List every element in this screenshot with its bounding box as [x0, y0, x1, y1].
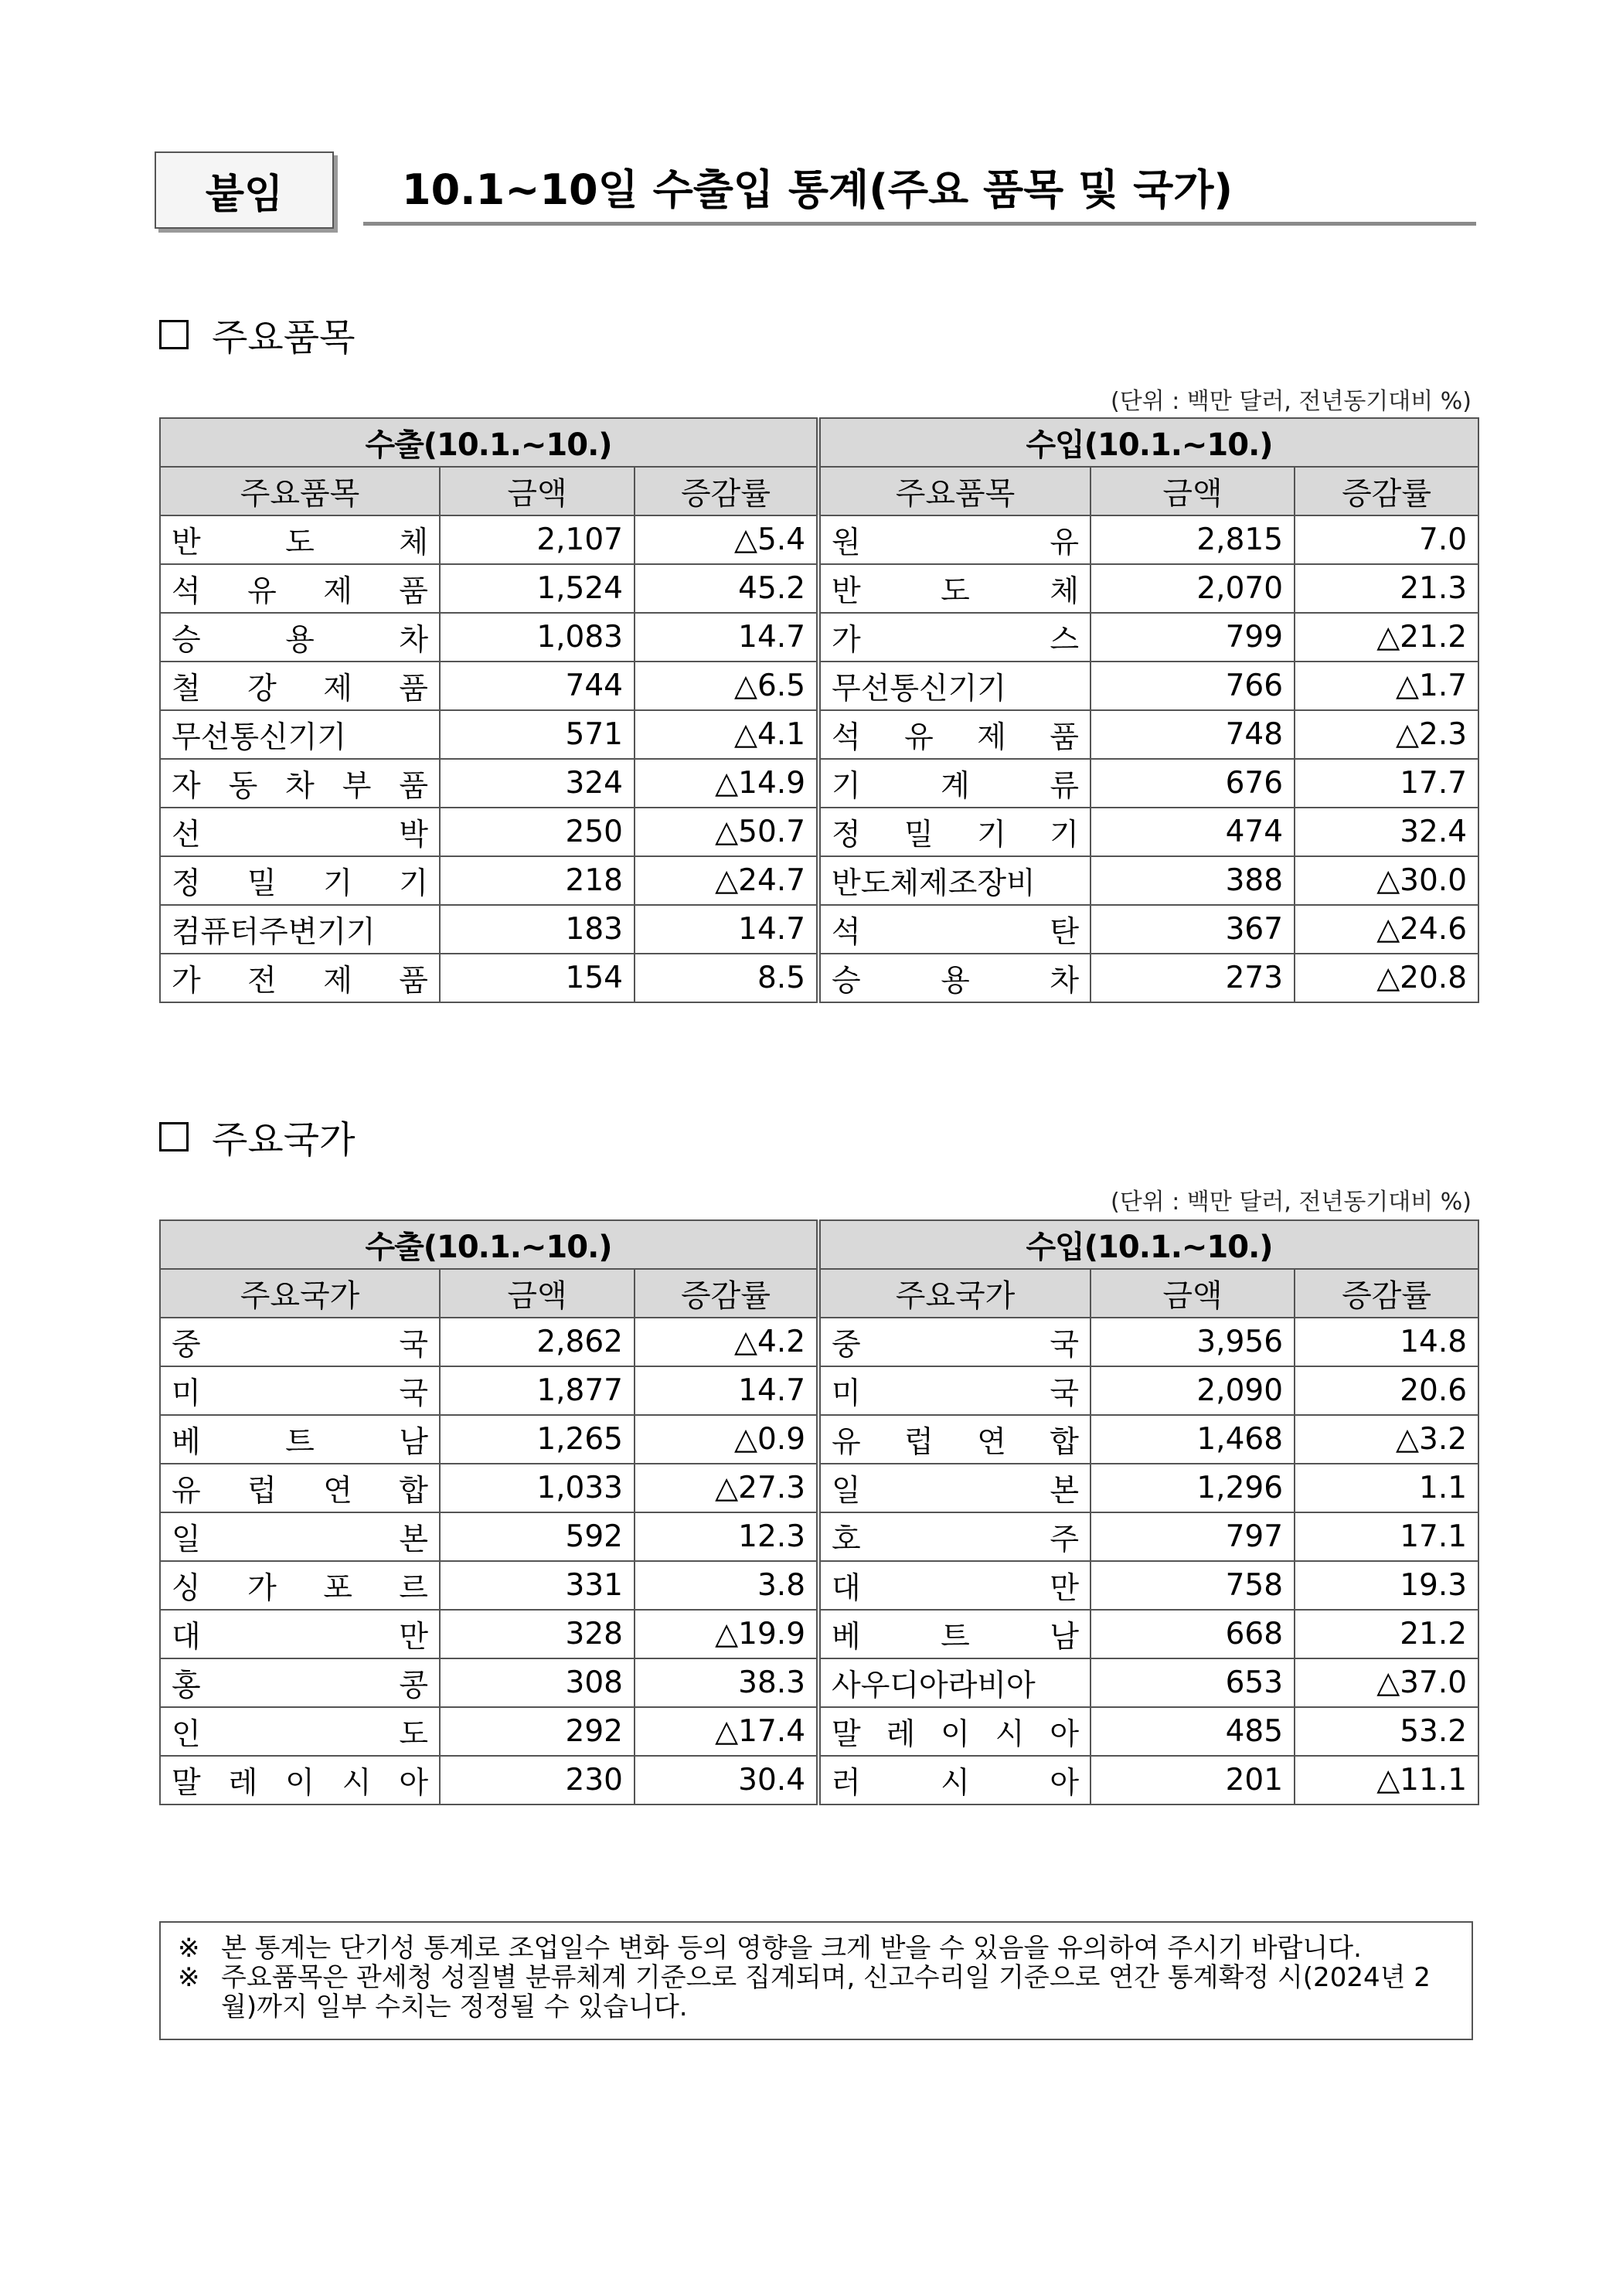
- countries-table: [159, 1219, 1479, 1805]
- export-rate: △27.3: [635, 1464, 818, 1512]
- import-name: 사우디아라비아: [832, 1668, 1036, 1703]
- items-import-col-amount: 금액: [1091, 467, 1295, 515]
- export-name-cell: [160, 515, 440, 564]
- export-name-cell: [160, 710, 440, 759]
- countries-import-col-amount: 금액: [1091, 1269, 1295, 1318]
- import-name: 호 주: [832, 1522, 1080, 1557]
- import-name: 가 스: [832, 622, 1080, 658]
- import-amount: 766: [1091, 662, 1295, 710]
- import-name-cell: [818, 515, 1091, 564]
- table-row: [160, 1366, 1478, 1415]
- export-rate: △24.7: [635, 856, 818, 905]
- items-table-body: [160, 515, 1478, 1002]
- export-name: 일 본: [172, 1522, 428, 1557]
- import-name-cell: [818, 564, 1091, 613]
- import-name: 러 시 아: [832, 1765, 1080, 1801]
- export-amount: 250: [440, 808, 635, 856]
- table-row: [160, 1415, 1478, 1464]
- import-name-cell: [818, 808, 1091, 856]
- export-rate: △50.7: [635, 808, 818, 856]
- import-rate: 21.2: [1295, 1610, 1478, 1658]
- export-amount: 183: [440, 905, 635, 954]
- import-name-cell: [818, 856, 1091, 905]
- export-amount: 308: [440, 1658, 635, 1707]
- export-rate: 14.7: [635, 905, 818, 954]
- export-rate: △4.1: [635, 710, 818, 759]
- table-row: [160, 613, 1478, 662]
- import-name-cell: [818, 1464, 1091, 1512]
- countries-import-title: 수입(10.1.~10.): [818, 1220, 1478, 1269]
- note-item: [178, 1963, 1455, 2022]
- import-name: 유 럽 연 합: [832, 1424, 1079, 1460]
- items-import-col-name: 주요품목: [818, 467, 1091, 515]
- import-rate: △3.2: [1295, 1415, 1478, 1464]
- countries-heading-text: 주요국가: [212, 1118, 356, 1162]
- countries-export-col-amount: 금액: [440, 1269, 635, 1318]
- table-row: [160, 808, 1478, 856]
- items-export-col-amount: 금액: [440, 467, 635, 515]
- items-import-title: 수입(10.1.~10.): [818, 418, 1478, 467]
- export-name-cell: [160, 1610, 440, 1658]
- import-name: 원 유: [832, 525, 1080, 560]
- export-name-cell: [160, 856, 440, 905]
- items-export-col-name: 주요품목: [160, 467, 440, 515]
- import-name-cell: [818, 613, 1091, 662]
- export-name-cell: [160, 1464, 440, 1512]
- import-name: 석 탄: [832, 914, 1080, 950]
- export-rate: 14.7: [635, 613, 818, 662]
- countries-import-col-rate: 증감률: [1295, 1269, 1478, 1318]
- table-row: [160, 1318, 1478, 1366]
- export-amount: 1,265: [440, 1415, 635, 1464]
- items-import-col-rate: 증감률: [1295, 467, 1478, 515]
- export-name: 자 동 차 부 품: [172, 768, 428, 804]
- export-amount: 592: [440, 1512, 635, 1561]
- import-amount: 799: [1091, 613, 1295, 662]
- export-rate: 38.3: [635, 1658, 818, 1707]
- table-row: [160, 759, 1478, 808]
- countries-section-heading: [159, 1110, 355, 1163]
- import-rate: △2.3: [1295, 710, 1478, 759]
- import-name-cell: [818, 1658, 1091, 1707]
- export-name: 반 도 체: [172, 525, 428, 560]
- table-row: [160, 515, 1478, 564]
- export-name: 홍 콩: [172, 1668, 428, 1703]
- import-rate: 53.2: [1295, 1707, 1478, 1756]
- export-rate: △0.9: [635, 1415, 818, 1464]
- export-name-cell: [160, 808, 440, 856]
- export-rate: △17.4: [635, 1707, 818, 1756]
- import-amount: 758: [1091, 1561, 1295, 1610]
- import-name: 베 트 남: [832, 1619, 1080, 1655]
- export-name: 정 밀 기 기: [172, 866, 428, 901]
- import-amount: 388: [1091, 856, 1295, 905]
- export-amount: 1,524: [440, 564, 635, 613]
- export-rate: △6.5: [635, 662, 818, 710]
- import-name: 미 국: [832, 1376, 1080, 1411]
- import-rate: 1.1: [1295, 1464, 1478, 1512]
- import-amount: 367: [1091, 905, 1295, 954]
- import-name: 반도체제조장비: [832, 866, 1036, 901]
- export-rate: △14.9: [635, 759, 818, 808]
- import-rate: 19.3: [1295, 1561, 1478, 1610]
- import-rate: 7.0: [1295, 515, 1478, 564]
- export-amount: 154: [440, 954, 635, 1002]
- import-rate: 21.3: [1295, 564, 1478, 613]
- import-name-cell: [818, 905, 1091, 954]
- countries-import-col-name: 주요국가: [818, 1269, 1091, 1318]
- import-amount: 1,468: [1091, 1415, 1295, 1464]
- export-amount: 744: [440, 662, 635, 710]
- export-name-cell: [160, 905, 440, 954]
- export-name-cell: [160, 1658, 440, 1707]
- table-row: [160, 710, 1478, 759]
- items-export-title: 수출(10.1.~10.): [160, 418, 818, 467]
- export-amount: 328: [440, 1610, 635, 1658]
- note-text: 주요품목은 관세청 성질별 분류체계 기준으로 집계되며, 신고수리일 기준으로 연간 통계확정 시(2024년 2월)까지 일부 수치는 정정될 수 있습니다.: [221, 1962, 1431, 2022]
- reference-mark: ※: [178, 1933, 200, 1964]
- import-rate: 20.6: [1295, 1366, 1478, 1415]
- note-text: 본 통계는 단기성 통계로 조업일수 변화 등의 영향을 크게 받을 수 있음을 유의하여 주시기 바랍니다.: [221, 1933, 1362, 1964]
- import-name-cell: [818, 1561, 1091, 1610]
- table-row: [160, 1756, 1478, 1804]
- import-rate: △20.8: [1295, 954, 1478, 1002]
- table-row: [160, 856, 1478, 905]
- export-name-cell: [160, 1512, 440, 1561]
- export-amount: 1,033: [440, 1464, 635, 1512]
- countries-export-col-rate: 증감률: [635, 1269, 818, 1318]
- import-name: 정 밀 기 기: [832, 817, 1079, 852]
- export-name: 컴퓨터주변기기: [172, 914, 376, 950]
- import-amount: 797: [1091, 1512, 1295, 1561]
- import-rate: △30.0: [1295, 856, 1478, 905]
- export-amount: 571: [440, 710, 635, 759]
- table-row: [160, 564, 1478, 613]
- import-amount: 474: [1091, 808, 1295, 856]
- export-amount: 324: [440, 759, 635, 808]
- import-rate: △11.1: [1295, 1756, 1478, 1804]
- import-amount: 748: [1091, 710, 1295, 759]
- export-amount: 1,877: [440, 1366, 635, 1415]
- countries-unit-note: (단위 : 백만 달러, 전년동기대비 %): [1111, 1189, 1472, 1216]
- export-rate: 8.5: [635, 954, 818, 1002]
- countries-column-header-row: [160, 1269, 1478, 1318]
- export-name-cell: [160, 1561, 440, 1610]
- export-name-cell: [160, 662, 440, 710]
- import-name: 반 도 체: [832, 573, 1080, 609]
- export-amount: 2,862: [440, 1318, 635, 1366]
- export-name-cell: [160, 1756, 440, 1804]
- import-name: 무선통신기기: [832, 671, 1007, 706]
- import-rate: 17.1: [1295, 1512, 1478, 1561]
- import-rate: △37.0: [1295, 1658, 1478, 1707]
- checkbox-icon: [159, 1122, 189, 1151]
- items-section-heading: [159, 308, 355, 361]
- countries-export-col-name: 주요국가: [160, 1269, 440, 1318]
- export-amount: 218: [440, 856, 635, 905]
- export-name: 철 강 제 품: [172, 671, 428, 706]
- import-name-cell: [818, 1318, 1091, 1366]
- import-name-cell: [818, 662, 1091, 710]
- export-rate: 45.2: [635, 564, 818, 613]
- import-name-cell: [818, 1512, 1091, 1561]
- export-name: 가 전 제 품: [172, 963, 428, 998]
- import-amount: 3,956: [1091, 1318, 1295, 1366]
- import-name-cell: [818, 1415, 1091, 1464]
- export-name-cell: [160, 954, 440, 1002]
- items-group-header-row: [160, 418, 1478, 467]
- export-name: 베 트 남: [172, 1424, 428, 1460]
- items-heading-text: 주요품목: [212, 316, 356, 359]
- countries-export-title: 수출(10.1.~10.): [160, 1220, 818, 1269]
- export-name-cell: [160, 1366, 440, 1415]
- export-name-cell: [160, 564, 440, 613]
- import-amount: 273: [1091, 954, 1295, 1002]
- import-rate: 14.8: [1295, 1318, 1478, 1366]
- export-amount: 292: [440, 1707, 635, 1756]
- import-rate: △21.2: [1295, 613, 1478, 662]
- export-name: 싱 가 포 르: [172, 1570, 428, 1606]
- export-rate: △19.9: [635, 1610, 818, 1658]
- export-rate: △5.4: [635, 515, 818, 564]
- items-export-col-rate: 증감률: [635, 467, 818, 515]
- items-table: [159, 417, 1479, 1003]
- export-name: 인 도: [172, 1716, 428, 1752]
- table-row: [160, 1658, 1478, 1707]
- export-name-cell: [160, 1707, 440, 1756]
- export-rate: 12.3: [635, 1512, 818, 1561]
- import-amount: 201: [1091, 1756, 1295, 1804]
- table-row: [160, 1610, 1478, 1658]
- note-item: [178, 1934, 1455, 1963]
- table-row: [160, 1464, 1478, 1512]
- table-row: [160, 1707, 1478, 1756]
- import-name: 말 레 이 시 아: [832, 1716, 1080, 1752]
- import-name-cell: [818, 954, 1091, 1002]
- export-amount: 331: [440, 1561, 635, 1610]
- import-rate: △1.7: [1295, 662, 1478, 710]
- import-amount: 668: [1091, 1610, 1295, 1658]
- export-name: 미 국: [172, 1376, 428, 1411]
- import-amount: 2,815: [1091, 515, 1295, 564]
- export-name: 석 유 제 품: [172, 573, 428, 609]
- export-amount: 2,107: [440, 515, 635, 564]
- export-name-cell: [160, 613, 440, 662]
- export-amount: 1,083: [440, 613, 635, 662]
- items-unit-note: (단위 : 백만 달러, 전년동기대비 %): [1111, 388, 1472, 415]
- export-rate: △4.2: [635, 1318, 818, 1366]
- export-amount: 230: [440, 1756, 635, 1804]
- import-amount: 676: [1091, 759, 1295, 808]
- export-name: 유 럽 연 합: [172, 1473, 428, 1509]
- import-name: 기 계 류: [832, 768, 1080, 804]
- checkbox-icon: [159, 320, 189, 349]
- attachment-badge: 붙임: [155, 151, 334, 229]
- import-name: 승 용 차: [832, 963, 1080, 998]
- export-name: 대 만: [172, 1619, 428, 1655]
- export-name-cell: [160, 1415, 440, 1464]
- import-name: 석 유 제 품: [832, 719, 1079, 755]
- import-name-cell: [818, 1756, 1091, 1804]
- import-name-cell: [818, 710, 1091, 759]
- table-row: [160, 905, 1478, 954]
- import-amount: 1,296: [1091, 1464, 1295, 1512]
- import-name-cell: [818, 1366, 1091, 1415]
- export-name: 선 박: [172, 817, 428, 852]
- export-rate: 3.8: [635, 1561, 818, 1610]
- import-name: 중 국: [832, 1327, 1080, 1362]
- document-header: [155, 151, 1476, 232]
- table-row: [160, 1512, 1478, 1561]
- export-name: 승 용 차: [172, 622, 428, 658]
- countries-group-header-row: [160, 1220, 1478, 1269]
- table-row: [160, 954, 1478, 1002]
- document-title: 10.1~10일 수출입 통계(주요 품목 및 국가): [363, 151, 1476, 226]
- import-amount: 653: [1091, 1658, 1295, 1707]
- import-name: 대 만: [832, 1570, 1080, 1606]
- export-rate: 14.7: [635, 1366, 818, 1415]
- import-name-cell: [818, 1707, 1091, 1756]
- import-name-cell: [818, 1610, 1091, 1658]
- import-rate: 32.4: [1295, 808, 1478, 856]
- items-column-header-row: [160, 467, 1478, 515]
- import-rate: 17.7: [1295, 759, 1478, 808]
- notes-box: [159, 1921, 1473, 2040]
- table-row: [160, 662, 1478, 710]
- reference-mark: ※: [178, 1962, 200, 1993]
- import-amount: 485: [1091, 1707, 1295, 1756]
- import-name-cell: [818, 759, 1091, 808]
- export-name-cell: [160, 1318, 440, 1366]
- import-name: 일 본: [832, 1473, 1080, 1509]
- export-name: 중 국: [172, 1327, 428, 1362]
- import-amount: 2,070: [1091, 564, 1295, 613]
- export-name-cell: [160, 759, 440, 808]
- table-row: [160, 1561, 1478, 1610]
- export-name: 말 레 이 시 아: [172, 1765, 428, 1801]
- import-amount: 2,090: [1091, 1366, 1295, 1415]
- export-name: 무선통신기기: [172, 719, 347, 755]
- import-rate: △24.6: [1295, 905, 1478, 954]
- export-rate: 30.4: [635, 1756, 818, 1804]
- countries-table-body: [160, 1318, 1478, 1804]
